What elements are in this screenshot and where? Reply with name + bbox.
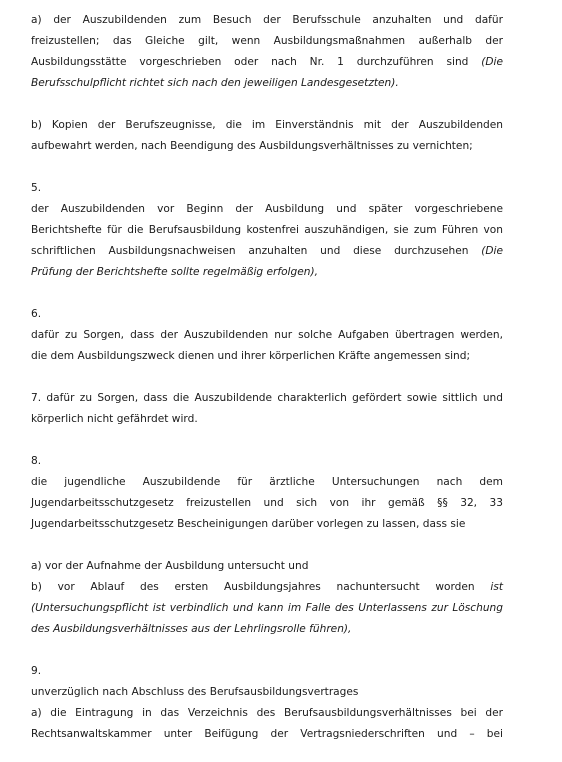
- item-8-line-1: die jugendliche Auszubildende für ärztliche Untersuchungen nach dem: [31, 476, 503, 488]
- item-6-line-2: die dem Ausbildungszweck dienen und ihrer körperlichen Kräfte angemessen sind;: [31, 350, 471, 362]
- spacer: [31, 94, 503, 115]
- item-8-sub-b-line-1-italic: ist: [490, 581, 503, 593]
- item-9-line-2: a) die Eintragung in das Verzeichnis des Berufsausbildungsverhältnisses bei der: [31, 707, 503, 719]
- item-8-sub-b-line-1-text: b) vor Ablauf des ersten Ausbildungsjahres nachuntersucht worden: [31, 581, 475, 593]
- spacer: [31, 535, 503, 556]
- item-5-line-3: [31, 241, 503, 262]
- item-9-number: 9.: [31, 665, 42, 677]
- item-5-number: 5.: [31, 182, 42, 194]
- item-5-line-2: Berichtshefte für die Berufsausbildung kostenfrei auszuhändigen, sie zum Führen von: [31, 224, 503, 236]
- item-6-line-1: dafür zu Sorgen, dass der Auszubildenden nur solche Aufgaben übertragen werden,: [31, 329, 503, 341]
- para-b-line-1: b) Kopien der Berufszeugnisse, die im Einverständnis mit der Auszubildenden: [31, 119, 503, 131]
- item-8-sub-b-line-1: [31, 577, 503, 598]
- para-a-line-3-text: Ausbildungsstätte vorgeschrieben oder nach Nr. 1 durchzuführen sind: [31, 56, 469, 68]
- spacer: [31, 283, 503, 304]
- spacer: [31, 640, 503, 661]
- item-5-line-4: Prüfung der Berichtshefte sollte regelmäßig erfolgen),: [31, 266, 318, 278]
- item-7-line-1: 7. dafür zu Sorgen, dass die Auszubildende charakterlich gefördert sowie sittlich und: [31, 392, 503, 404]
- item-7-line-2: körperlich nicht gefährdet wird.: [31, 413, 198, 425]
- item-5-line-3-text: schriftlichen Ausbildungsnachweisen anzuhalten und diese durchzusehen: [31, 245, 469, 257]
- para-a-line-3-italic: (Die: [481, 56, 503, 68]
- item-5-line-1: der Auszubildenden vor Beginn der Ausbildung und später vorgeschriebene: [31, 203, 503, 215]
- item-8-sub-b-line-3: des Ausbildungsverhältnisses aus der Lehrlingsrolle führen),: [31, 623, 352, 635]
- para-a-line-3: [31, 52, 503, 73]
- spacer: [31, 367, 503, 388]
- spacer: [31, 157, 503, 178]
- para-b-line-2: aufbewahrt werden, nach Beendigung des Ausbildungsverhältnisses zu vernichten;: [31, 140, 473, 152]
- document-page: [31, 10, 503, 745]
- item-8-sub-a: a) vor der Aufnahme der Ausbildung untersucht und: [31, 560, 309, 572]
- para-a-line-1: a) der Auszubildenden zum Besuch der Berufsschule anzuhalten und dafür: [31, 14, 503, 26]
- item-8-sub-b-line-2: (Untersuchungspflicht ist verbindlich und kann im Falle des Unterlassens zur Löschung: [31, 602, 503, 614]
- item-9-line-3: Rechtsanwaltskammer unter Beifügung der Vertragsniederschriften und – bei: [31, 728, 503, 740]
- item-9-line-1: unverzüglich nach Abschluss des Berufsausbildungsvertrages: [31, 686, 359, 698]
- item-8-line-3: Jugendarbeitsschutzgesetz Bescheinigungen darüber vorlegen zu lassen, dass sie: [31, 518, 466, 530]
- item-6-number: 6.: [31, 308, 42, 320]
- para-a-line-2: freizustellen; das Gleiche gilt, wenn Ausbildungsmaßnahmen außerhalb der: [31, 35, 503, 47]
- para-a-line-4: Berufsschulpflicht richtet sich nach den jeweiligen Landesgesetzten).: [31, 77, 399, 89]
- item-8-number: 8.: [31, 455, 42, 467]
- item-8-line-2: Jugendarbeitsschutzgesetz freizustellen und sich von ihr gemäß §§ 32, 33: [31, 497, 503, 509]
- spacer: [31, 430, 503, 451]
- item-5-line-3-italic: (Die: [481, 245, 503, 257]
